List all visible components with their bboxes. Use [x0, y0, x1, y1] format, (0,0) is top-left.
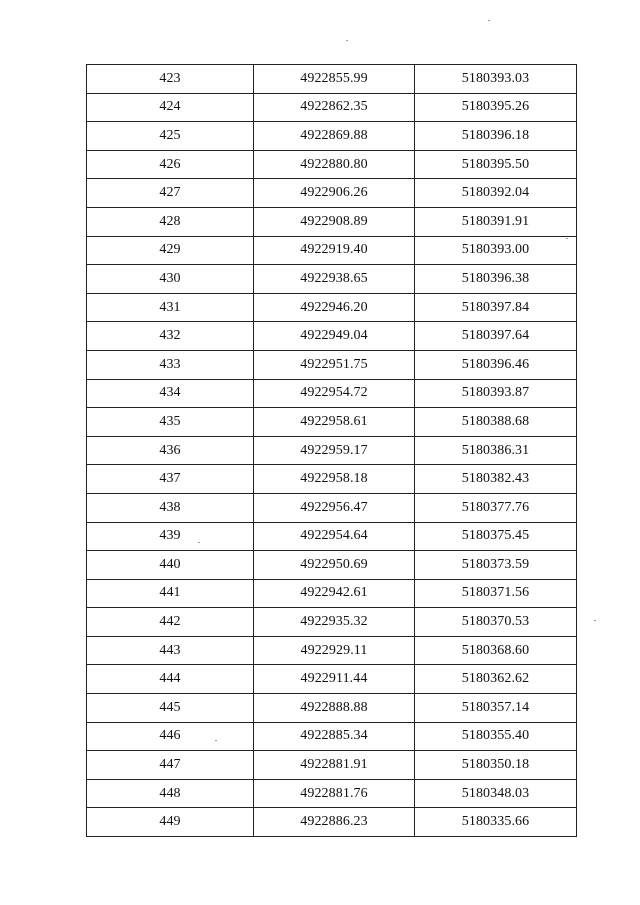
- x-coordinate-cell: 4922911.44: [254, 665, 415, 694]
- point-number-cell: 431: [87, 293, 254, 322]
- x-coordinate-cell: 4922954.64: [254, 522, 415, 551]
- y-coordinate-cell: 5180396.46: [415, 350, 577, 379]
- y-coordinate-cell: 5180355.40: [415, 722, 577, 751]
- scan-speck: [346, 40, 348, 41]
- point-number-cell: 443: [87, 636, 254, 665]
- x-coordinate-cell: 4922881.76: [254, 779, 415, 808]
- x-coordinate-cell: 4922855.99: [254, 65, 415, 94]
- point-number-cell: 448: [87, 779, 254, 808]
- table-row: [87, 122, 577, 151]
- point-number-cell: 426: [87, 150, 254, 179]
- x-coordinate-cell: 4922958.18: [254, 465, 415, 494]
- table-row: [87, 465, 577, 494]
- x-coordinate-cell: 4922880.80: [254, 150, 415, 179]
- x-coordinate-cell: 4922938.65: [254, 265, 415, 294]
- y-coordinate-cell: 5180373.59: [415, 551, 577, 580]
- table-row: [87, 636, 577, 665]
- point-number-cell: 423: [87, 65, 254, 94]
- y-coordinate-cell: 5180382.43: [415, 465, 577, 494]
- y-coordinate-cell: 5180335.66: [415, 808, 577, 837]
- table-row: [87, 493, 577, 522]
- point-number-cell: 427: [87, 179, 254, 208]
- point-number-cell: 434: [87, 379, 254, 408]
- table-row: [87, 408, 577, 437]
- y-coordinate-cell: 5180397.84: [415, 293, 577, 322]
- point-number-cell: 429: [87, 236, 254, 265]
- table-row: [87, 93, 577, 122]
- point-number-cell: 449: [87, 808, 254, 837]
- y-coordinate-cell: 5180370.53: [415, 608, 577, 637]
- x-coordinate-cell: 4922950.69: [254, 551, 415, 580]
- table-row: [87, 436, 577, 465]
- x-coordinate-cell: 4922956.47: [254, 493, 415, 522]
- table-row: [87, 694, 577, 723]
- y-coordinate-cell: 5180357.14: [415, 694, 577, 723]
- point-number-cell: 436: [87, 436, 254, 465]
- point-number-cell: 441: [87, 579, 254, 608]
- table-row: [87, 350, 577, 379]
- x-coordinate-cell: 4922862.35: [254, 93, 415, 122]
- scan-speck: [566, 238, 568, 239]
- point-number-cell: 437: [87, 465, 254, 494]
- x-coordinate-cell: 4922959.17: [254, 436, 415, 465]
- table-row: [87, 65, 577, 94]
- table-row: [87, 722, 577, 751]
- y-coordinate-cell: 5180393.87: [415, 379, 577, 408]
- x-coordinate-cell: 4922946.20: [254, 293, 415, 322]
- point-number-cell: 430: [87, 265, 254, 294]
- x-coordinate-cell: 4922935.32: [254, 608, 415, 637]
- table-row: [87, 207, 577, 236]
- y-coordinate-cell: 5180393.03: [415, 65, 577, 94]
- y-coordinate-cell: 5180396.18: [415, 122, 577, 151]
- table-row: [87, 808, 577, 837]
- y-coordinate-cell: 5180388.68: [415, 408, 577, 437]
- y-coordinate-cell: 5180348.03: [415, 779, 577, 808]
- point-number-cell: 428: [87, 207, 254, 236]
- y-coordinate-cell: 5180371.56: [415, 579, 577, 608]
- y-coordinate-cell: 5180368.60: [415, 636, 577, 665]
- x-coordinate-cell: 4922949.04: [254, 322, 415, 351]
- x-coordinate-cell: 4922954.72: [254, 379, 415, 408]
- table-row: [87, 751, 577, 780]
- table-row: [87, 265, 577, 294]
- point-number-cell: 440: [87, 551, 254, 580]
- y-coordinate-cell: 5180395.26: [415, 93, 577, 122]
- y-coordinate-cell: 5180391.91: [415, 207, 577, 236]
- scan-speck: [594, 620, 596, 621]
- point-number-cell: 446: [87, 722, 254, 751]
- y-coordinate-cell: 5180396.38: [415, 265, 577, 294]
- x-coordinate-cell: 4922886.23: [254, 808, 415, 837]
- table-row: [87, 379, 577, 408]
- scan-speck: [488, 20, 490, 21]
- table-row: [87, 293, 577, 322]
- x-coordinate-cell: 4922885.34: [254, 722, 415, 751]
- table-row: [87, 150, 577, 179]
- point-number-cell: 442: [87, 608, 254, 637]
- point-number-cell: 432: [87, 322, 254, 351]
- x-coordinate-cell: 4922919.40: [254, 236, 415, 265]
- x-coordinate-cell: 4922951.75: [254, 350, 415, 379]
- y-coordinate-cell: 5180377.76: [415, 493, 577, 522]
- scan-speck: [198, 542, 200, 543]
- x-coordinate-cell: 4922942.61: [254, 579, 415, 608]
- y-coordinate-cell: 5180386.31: [415, 436, 577, 465]
- point-number-cell: 439: [87, 522, 254, 551]
- table-row: [87, 179, 577, 208]
- table-row: [87, 779, 577, 808]
- scan-speck: [215, 740, 217, 741]
- point-number-cell: 445: [87, 694, 254, 723]
- x-coordinate-cell: 4922869.88: [254, 122, 415, 151]
- x-coordinate-cell: 4922929.11: [254, 636, 415, 665]
- y-coordinate-cell: 5180392.04: [415, 179, 577, 208]
- point-number-cell: 424: [87, 93, 254, 122]
- y-coordinate-cell: 5180375.45: [415, 522, 577, 551]
- y-coordinate-cell: 5180397.64: [415, 322, 577, 351]
- point-number-cell: 444: [87, 665, 254, 694]
- table-row: [87, 551, 577, 580]
- y-coordinate-cell: 5180393.00: [415, 236, 577, 265]
- x-coordinate-cell: 4922908.89: [254, 207, 415, 236]
- table-row: [87, 522, 577, 551]
- point-number-cell: 433: [87, 350, 254, 379]
- coordinates-table-body: [87, 65, 577, 837]
- x-coordinate-cell: 4922881.91: [254, 751, 415, 780]
- x-coordinate-cell: 4922888.88: [254, 694, 415, 723]
- y-coordinate-cell: 5180350.18: [415, 751, 577, 780]
- table-row: [87, 236, 577, 265]
- point-number-cell: 435: [87, 408, 254, 437]
- y-coordinate-cell: 5180362.62: [415, 665, 577, 694]
- x-coordinate-cell: 4922958.61: [254, 408, 415, 437]
- y-coordinate-cell: 5180395.50: [415, 150, 577, 179]
- point-number-cell: 447: [87, 751, 254, 780]
- table-row: [87, 322, 577, 351]
- point-number-cell: 425: [87, 122, 254, 151]
- table-row: [87, 579, 577, 608]
- table-row: [87, 608, 577, 637]
- table-row: [87, 665, 577, 694]
- point-number-cell: 438: [87, 493, 254, 522]
- coordinates-table: [86, 64, 577, 837]
- x-coordinate-cell: 4922906.26: [254, 179, 415, 208]
